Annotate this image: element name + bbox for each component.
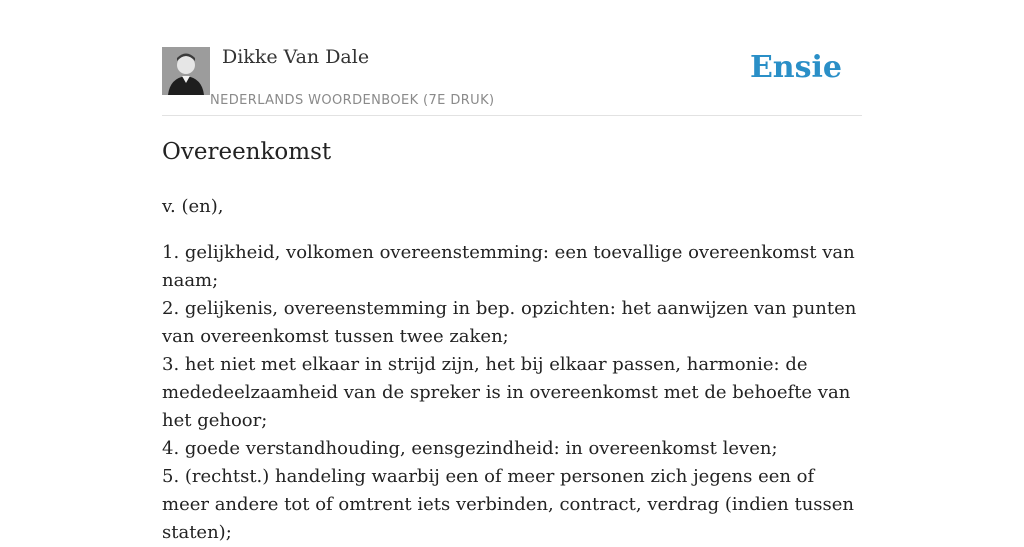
- author-avatar[interactable]: [162, 47, 210, 95]
- entry-header: [162, 0, 862, 116]
- author-name[interactable]: Dikke Van Dale: [222, 46, 370, 68]
- definition-list: [162, 239, 862, 547]
- definition-item: 1. gelijkheid, volkomen overeenstemming: een toevallige overeenkomst van naam;: [162, 242, 855, 291]
- entry-title: Overeenkomst: [162, 139, 332, 165]
- definition-item: 4. goede verstandhouding, eensgezindheid: in overeenkomst leven;: [162, 438, 778, 459]
- part-of-speech: v. (en),: [162, 196, 224, 217]
- page: [162, 0, 862, 543]
- definition-item: 3. het niet met elkaar in strijd zijn, het bij elkaar passen, harmonie: de mededeelzaamheid van de spreker is in overeenkomst met de behoefte van het gehoor;: [162, 354, 851, 431]
- definition-item: 5. (rechtst.) handeling waarbij een of meer personen zich jegens een of meer andere tot of omtrent iets verbinden, contract, verdrag (indien tussen staten);: [162, 466, 855, 543]
- portrait-icon: [162, 47, 210, 95]
- definition-item: 2. gelijkenis, overeenstemming in bep. opzichten: het aanwijzen van punten van overeenkomst tussen twee zaken;: [162, 298, 857, 347]
- source-label[interactable]: NEDERLANDS WOORDENBOEK (7E DRUK): [210, 93, 495, 108]
- brand-logo[interactable]: Ensie: [749, 50, 842, 85]
